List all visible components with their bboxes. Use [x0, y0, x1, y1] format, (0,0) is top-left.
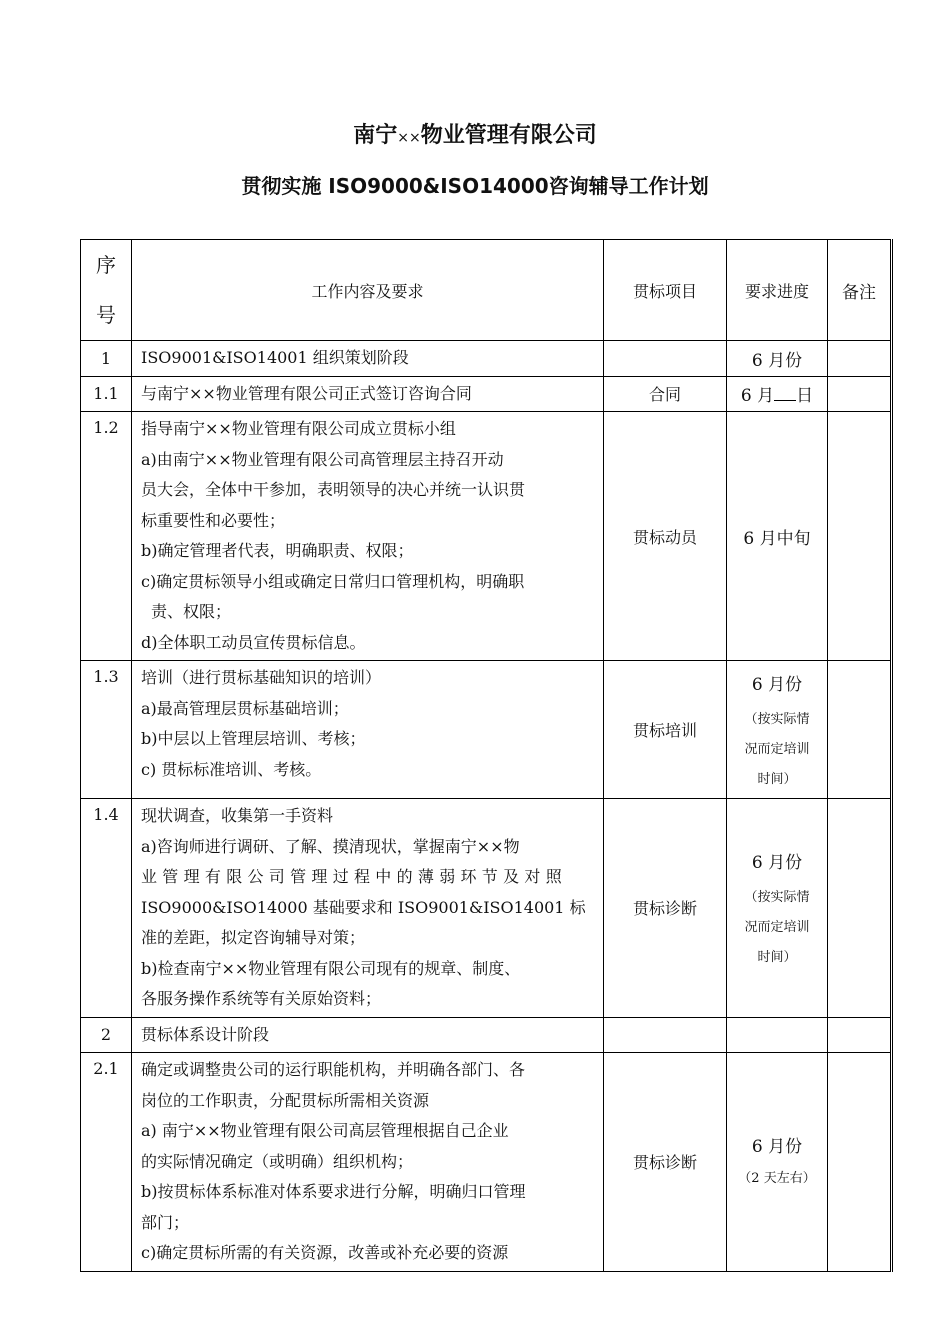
row-note — [828, 1053, 892, 1272]
row-seq: 1.2 — [81, 412, 132, 661]
row-seq: 1.1 — [81, 376, 132, 412]
row-content: 现状调查，收集第一手资料 a)咨询师进行调研、了解、摸清现状，掌握南宁××物 业管理有限公司管理过程中的薄弱环节及对照 ISO9000&ISO14000 基础要求和 ISO9001&ISO14001 标 准的差距，拟定咨询辅导对策； b)检查南宁××物业管理有限公司现有的规章、制度、 各服务操作系统等有关原始资料； — [132, 799, 604, 1018]
row-content: 指导南宁××物业管理有限公司成立贯标小组 a)由南宁××物业管理有限公司高管理层主持召开动 员大会，全体中干参加，表明领导的决心并统一认识贯 标重要性和必要性； b)确定管理者代表，明确职责、权限； c)确定贯标领导小组或确定日常归口管理机构，明确职 责、权限； d)全体职工动员宣传贯标信息。 — [132, 412, 604, 661]
row-project: 贯标动员 — [604, 412, 727, 661]
row-note — [828, 341, 892, 377]
row-content: 确定或调整贵公司的运行职能机构，并明确各部门、各 岗位的工作职责，分配贯标所需相关资源 a) 南宁××物业管理有限公司高层管理根据自己企业 的实际情况确定（或明确）组织机构； b)按贯标体系标准对体系要求进行分解，明确归口管理 部门； c)确定贯标所需的有关资源，改善或补充必要的资源 — [132, 1053, 604, 1272]
row-seq: 1.4 — [81, 799, 132, 1018]
table-row — [81, 1053, 892, 1272]
row-progress — [727, 1017, 828, 1053]
row-project — [604, 341, 727, 377]
row-seq: 1.3 — [81, 661, 132, 799]
row-seq: 2 — [81, 1017, 132, 1053]
row-progress: 6 月份 （2 天左右） — [727, 1053, 828, 1272]
row-progress: 6 月份 — [727, 341, 828, 377]
row-content: 贯标体系设计阶段 — [132, 1017, 604, 1053]
row-note — [828, 1017, 892, 1053]
row-project — [604, 1017, 727, 1053]
row-project: 贯标诊断 — [604, 799, 727, 1018]
row-seq: 2.1 — [81, 1053, 132, 1272]
header-project: 贯标项目 — [604, 240, 727, 341]
header-row — [81, 240, 892, 341]
row-note — [828, 799, 892, 1018]
document-title: 贯彻实施 ISO9000&ISO14000咨询辅导工作计划 — [241, 174, 709, 198]
header-content: 工作内容及要求 — [132, 240, 604, 341]
row-project: 合同 — [604, 376, 727, 412]
row-progress: 6 月份 （按实际情 况而定培训 时间） — [727, 799, 828, 1018]
row-content: 培训（进行贯标基础知识的培训） a)最高管理层贯标基础培训； b)中层以上管理层培训、考核； c) 贯标标准培训、考核。 — [132, 661, 604, 799]
row-note — [828, 412, 892, 661]
row-project: 贯标培训 — [604, 661, 727, 799]
row-content: ISO9001&ISO14001 组织策划阶段 — [132, 341, 604, 377]
header-progress: 要求进度 — [727, 240, 828, 341]
header-remark: 备注 — [828, 240, 892, 341]
company-title: 南宁××物业管理有限公司 — [353, 123, 597, 148]
row-content: 与南宁××物业管理有限公司正式签订咨询合同 — [132, 376, 604, 412]
row-progress: 6 月份 （按实际情 况而定培训 时间） — [727, 661, 828, 799]
header-seq: 序 号 — [81, 240, 132, 341]
table-row — [81, 341, 892, 377]
table-row — [81, 412, 892, 661]
table-row — [81, 1017, 892, 1053]
row-project: 贯标诊断 — [604, 1053, 727, 1272]
table-row — [81, 799, 892, 1018]
row-note — [828, 376, 892, 412]
table-row — [81, 376, 892, 412]
work-plan-table — [80, 239, 893, 1272]
table-row — [81, 661, 892, 799]
row-seq: 1 — [81, 341, 132, 377]
row-note — [828, 661, 892, 799]
blank-underline — [774, 386, 796, 401]
row-progress: 6 月中旬 — [727, 412, 828, 661]
row-progress: 6 月 日 — [727, 376, 828, 412]
